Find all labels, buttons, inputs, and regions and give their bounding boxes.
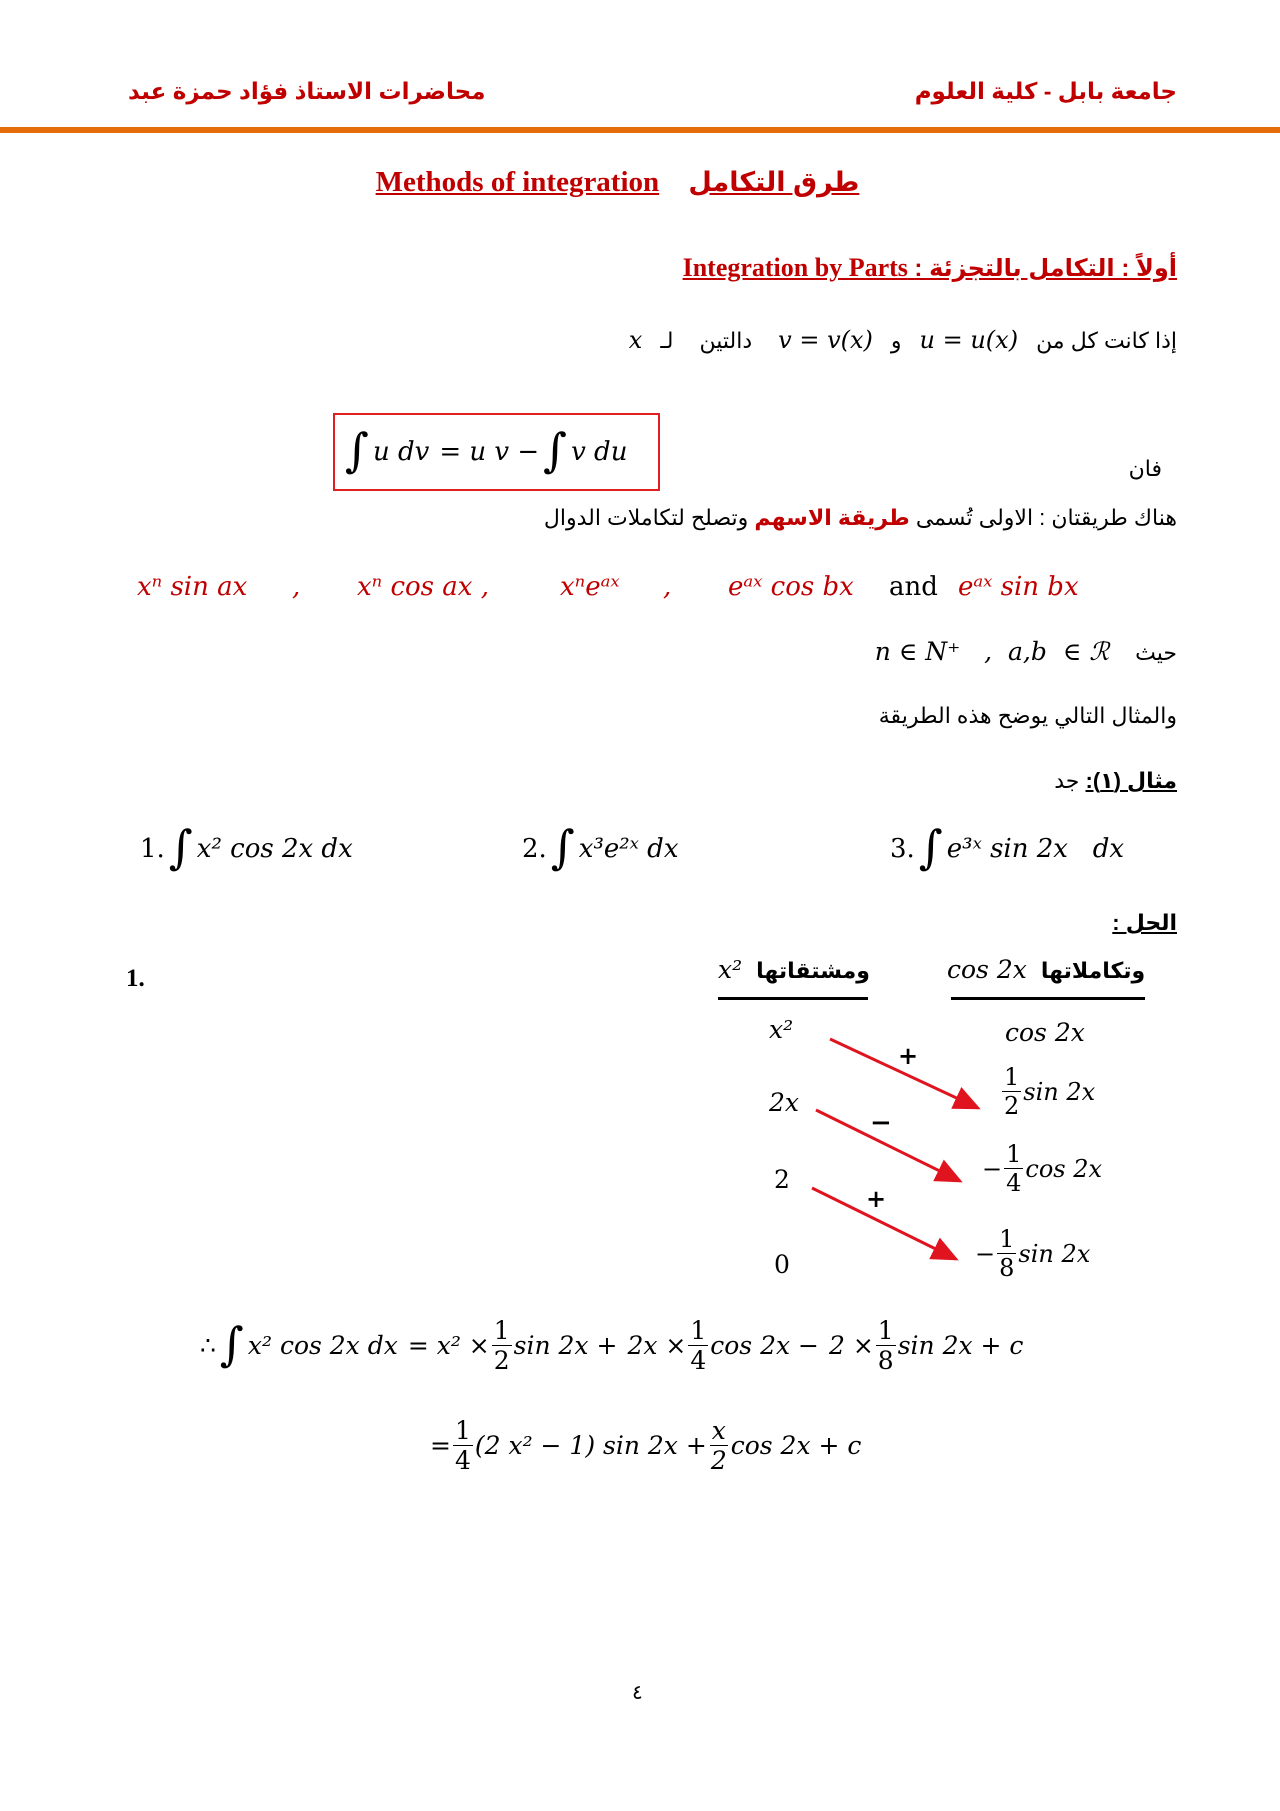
func-5: eᵃˣ sin bx	[958, 572, 1079, 602]
title-arabic: طرق التكامل	[688, 167, 860, 197]
result-term: 2 ×	[828, 1331, 874, 1360]
result-term: cos 2x + c	[730, 1431, 862, 1460]
integral-sign-minus: −	[982, 1154, 1003, 1183]
page-number: ٤	[632, 1682, 643, 1704]
formula-lhs: u dv	[372, 437, 430, 467]
example-title: مثال (١):	[1085, 768, 1177, 793]
intro-text-2: دالتين	[699, 328, 753, 353]
integral-sign: ∫	[345, 423, 369, 477]
result-integrand: x² cos 2x dx	[247, 1331, 398, 1360]
intro-u-expr: u = u(x)	[919, 326, 1019, 354]
left-header-expr: x²	[718, 955, 743, 984]
result-term: 2x ×	[627, 1331, 687, 1360]
intro-text-1: إذا كانت كل من	[1036, 328, 1177, 353]
right-header-expr: cos 2x	[947, 955, 1027, 984]
result-term: (2 x² − 1) sin 2x +	[474, 1431, 707, 1460]
methods-text-2: وتصلح لتكاملات الدوال	[543, 505, 749, 530]
fraction: $\frac{1}{8}$	[877, 1316, 894, 1375]
formula-equals: = u v −	[439, 437, 540, 467]
integral-fn: sin 2x	[1018, 1239, 1091, 1268]
solution-number: 1.	[126, 965, 145, 992]
intro-x: x	[628, 326, 643, 354]
func-3: xⁿeᵃˣ	[560, 572, 620, 602]
problem-number: 2.	[522, 834, 547, 864]
integral-sign-minus: −	[975, 1239, 996, 1268]
right-header-ar: وتكاملاتها	[1040, 958, 1146, 983]
arrow-method-highlight: طريقة الاسهم	[754, 505, 910, 530]
func-sep-2: ,	[663, 572, 672, 602]
title-english: Methods of integration	[375, 166, 660, 198]
fraction: $\frac{1}{2}$	[1004, 1063, 1020, 1120]
fraction: $\frac{1}{4}$	[690, 1316, 707, 1375]
integral-sign: ∫	[543, 423, 568, 477]
derivative-cell: 2	[774, 1165, 790, 1194]
fraction: $\frac{1}{4}$	[454, 1416, 471, 1475]
header-university: جامعة بابل - كلية العلوم	[914, 78, 1177, 104]
where-expr: n ∈ N⁺ , a,b ∈ ℛ	[874, 637, 1110, 666]
section-heading-en: Integration by Parts	[682, 253, 908, 282]
example-find: جد	[1054, 768, 1080, 793]
func-and: and	[889, 572, 938, 602]
intro-v-expr: v = v(x)	[778, 326, 873, 354]
example-intro: والمثال التالي يوضح هذه الطريقة	[878, 703, 1177, 728]
problem-integrand: e³ˣ sin 2x dx	[946, 834, 1125, 864]
methods-text-1: هناك طريقتان : الاولى تُسمى	[915, 505, 1177, 530]
therefore-symbol: ∴	[200, 1331, 216, 1360]
sign-plus: +	[866, 1184, 887, 1213]
solution-label: الحل :	[1112, 910, 1177, 935]
derivative-cell: 2x	[769, 1088, 800, 1117]
result-term: sin 2x + c	[897, 1331, 1024, 1360]
func-1: xⁿ sin ax	[137, 572, 248, 602]
result-term: sin 2x +	[513, 1331, 618, 1360]
result-line-1	[200, 1318, 1023, 1373]
integral-cell: cos 2x	[1005, 1018, 1085, 1047]
problem-number: 3.	[890, 834, 915, 864]
result-term: cos 2x −	[710, 1331, 819, 1360]
func-2: xⁿ cos ax ,	[357, 572, 489, 602]
formula-rhs: v du	[571, 437, 628, 467]
sign-minus: −	[870, 1108, 892, 1138]
problem-number: 1.	[140, 834, 165, 864]
problem-integrand: x³e²ˣ dx	[578, 834, 679, 864]
fraction: $\frac{1}{8}$	[999, 1225, 1015, 1282]
func-4: eᵃˣ cos bx	[728, 572, 854, 602]
left-header-ar: ومشتقاتها	[756, 958, 870, 983]
section-heading-ar: أولاً : التكامل بالتجزئة :	[914, 255, 1177, 282]
integral-fn: cos 2x	[1025, 1154, 1103, 1183]
result-term: = x² ×	[407, 1331, 490, 1360]
integral-sign: ∫	[918, 820, 943, 874]
result-line-2	[430, 1418, 861, 1473]
problem-integrand: x² cos 2x dx	[196, 834, 353, 864]
func-sep-1: ,	[292, 572, 301, 602]
then-text: فان	[1128, 456, 1162, 481]
result-eq: =	[430, 1431, 451, 1460]
derivative-cell: x²	[769, 1015, 794, 1044]
intro-text-3: لـ	[660, 328, 674, 353]
derivative-cell: 0	[774, 1250, 790, 1279]
sign-plus: +	[898, 1041, 919, 1070]
integral-sign: ∫	[219, 1316, 244, 1371]
where-ar: حيث	[1135, 640, 1177, 665]
fraction: $\frac{x}{2}$	[710, 1416, 727, 1475]
integral-sign: ∫	[168, 820, 193, 874]
fraction: $\frac{1}{2}$	[493, 1316, 510, 1375]
header-lecturer: محاضرات الاستاذ فؤاد حمزة عبد	[128, 78, 486, 104]
intro-and: و	[890, 328, 902, 353]
fraction: $\frac{1}{4}$	[1006, 1140, 1022, 1197]
integral-sign: ∫	[550, 820, 575, 874]
integral-fn: sin 2x	[1023, 1077, 1096, 1106]
